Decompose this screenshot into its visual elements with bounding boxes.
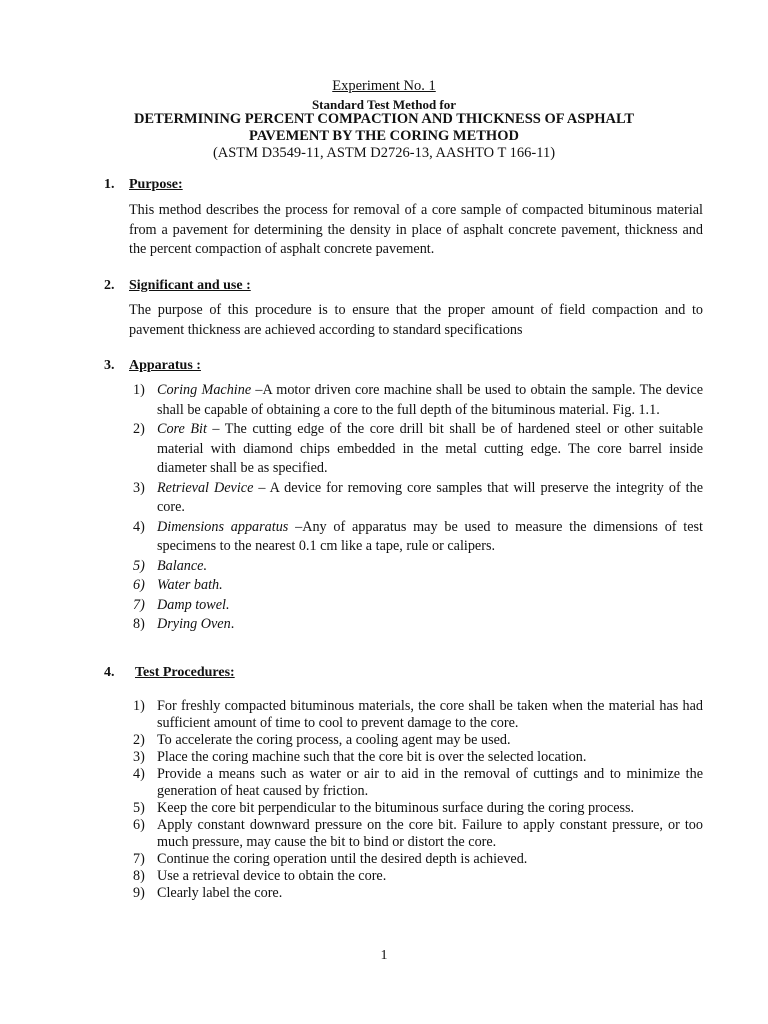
section-number-apparatus: 3.	[104, 358, 115, 373]
list-item: 1) Coring Machine –A motor driven core machine shall be used to obtain the sample. The device shall be capable of obtaining a core to the full depth of the bituminous material. Fig. 1.1.	[133, 382, 703, 418]
section-number-purpose: 1.	[104, 177, 115, 192]
list-item: 4) Provide a means such as water or air to aid in the removal of cuttings and to minimize the generation of heat caused by friction.	[133, 766, 703, 799]
section-title-purpose: Purpose:	[129, 177, 183, 192]
list-item: 5) Keep the core bit perpendicular to the bituminous surface during the coring process.	[133, 800, 635, 816]
document-title-line1: DETERMINING PERCENT COMPACTION AND THICKNESS OF ASPHALT	[133, 111, 635, 127]
list-item: 3) Place the coring machine such that the core bit is over the selected location.	[133, 749, 587, 765]
procedures-list	[129, 698, 703, 902]
list-item: 3) Retrieval Device – A device for removing core samples that will preserve the integrity of the core.	[133, 479, 704, 515]
significance-paragraph: The purpose of this procedure is to ensure that the proper amount of field compaction and to pavement thickness are achieved according to standard specifications	[129, 302, 703, 338]
list-item: 8) Drying Oven.	[133, 616, 235, 632]
list-item: 1) For freshly compacted bituminous materials, the core shall be taken when the material has had sufficient amount of time to cool to prevent damage to the core.	[133, 698, 703, 731]
section-title-significance: Significant and use :	[129, 278, 251, 293]
section-title-procedures: Test Procedures:	[135, 665, 235, 680]
page-number: 1	[380, 948, 388, 963]
apparatus-list	[129, 381, 703, 635]
list-item: 9) Clearly label the core.	[133, 885, 283, 901]
experiment-number: Experiment No. 1	[332, 78, 436, 94]
standards-reference: (ASTM D3549-11, ASTM D2726-13, AASHTO T 166-11)	[212, 145, 556, 161]
list-item: 2) To accelerate the coring process, a cooling agent may be used.	[133, 732, 511, 748]
list-item: 4) Dimensions apparatus –Any of apparatus may be used to measure the dimensions of test specimens to the nearest 0.1 cm like a tape, rule or calipers.	[133, 518, 703, 554]
standard-method-label: Standard Test Method for	[311, 97, 457, 112]
list-item: 5) Balance.	[133, 557, 208, 574]
list-item: 6) Water bath.	[133, 577, 223, 593]
list-item: 6) Apply constant downward pressure on the core bit. Failure to apply constant pressure, or too much pressure, may cause the bit to bind or distort the core.	[133, 817, 703, 850]
purpose-paragraph: This method describes the process for removal of a core sample of compacted bituminous material from a pavement for determining the density in place of asphalt concrete pavement, thickness and the percent compaction of asphalt concrete pavement.	[129, 202, 703, 257]
section-number-procedures: 4.	[104, 665, 115, 680]
document-title-line2: PAVEMENT BY THE CORING METHOD	[249, 128, 519, 144]
list-item: 8) Use a retrieval device to obtain the core.	[133, 868, 387, 884]
section-title-apparatus: Apparatus :	[129, 358, 201, 373]
list-item: 7) Damp towel.	[133, 596, 230, 613]
list-item: 2) Core Bit – The cutting edge of the core drill bit shall be of hardened steel or other suitable material with diamond chips embedded in the metal cutting edge. The core barrel inside diameter shall be as specified.	[133, 421, 703, 476]
list-item: 7) Continue the coring operation until the desired depth is achieved.	[133, 851, 528, 867]
section-number-significance: 2.	[104, 278, 115, 293]
